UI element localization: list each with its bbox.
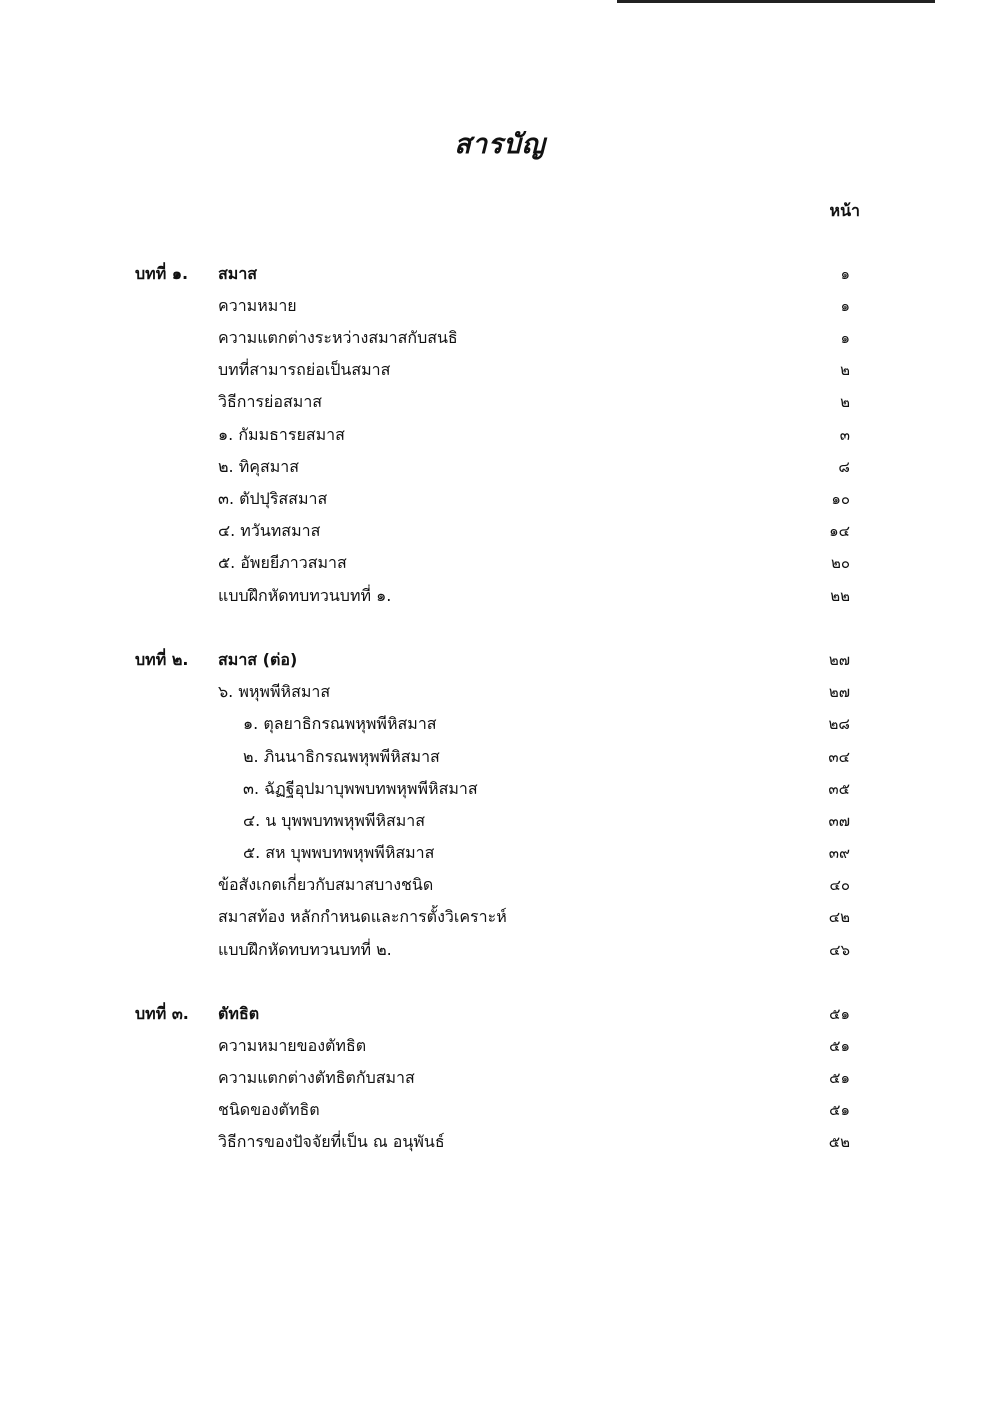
toc-entry bbox=[0, 1066, 1000, 1096]
entry-text: ๖. พหุพพีหิสมาส bbox=[218, 682, 331, 701]
toc-entry bbox=[0, 1034, 1000, 1064]
page-number: ๕๑ bbox=[829, 1101, 850, 1119]
toc-entry bbox=[0, 551, 1000, 581]
toc-entry bbox=[0, 809, 1000, 839]
entry-text: ความหมายของตัทธิต bbox=[218, 1036, 367, 1055]
chapter-title: สมาส bbox=[218, 264, 258, 283]
chapter-heading bbox=[0, 262, 1000, 292]
chapter-title: สมาส (ต่อ) bbox=[218, 650, 298, 669]
page-column-header: หน้า bbox=[829, 201, 860, 220]
page-number: ๕๑ bbox=[829, 1069, 850, 1087]
entry-text: ๕. สห บุพพบทพหุพพีหิสมาส bbox=[243, 843, 435, 862]
chapter-heading bbox=[0, 1002, 1000, 1032]
entry-text: แบบฝึกหัดทบทวนบทที่ ๑. bbox=[218, 586, 392, 605]
page-number: ๕๒ bbox=[828, 1133, 850, 1151]
toc-entry bbox=[0, 423, 1000, 453]
page-number: ๕๑ bbox=[829, 1005, 850, 1023]
chapter-label: บทที่ ๒. bbox=[135, 650, 189, 669]
page-number: ๑ bbox=[840, 329, 850, 347]
chapter-title: ตัทธิต bbox=[218, 1004, 260, 1023]
toc-entry bbox=[0, 326, 1000, 356]
chapter-label: บทที่ ๑. bbox=[135, 264, 189, 283]
page-number: ๓๕ bbox=[828, 780, 850, 798]
toc-entry bbox=[0, 841, 1000, 871]
toc-entry bbox=[0, 680, 1000, 710]
toc-entry bbox=[0, 745, 1000, 775]
toc-entry bbox=[0, 519, 1000, 549]
entry-text: สมาสท้อง หลักกำหนดและการตั้งวิเคราะห์ bbox=[218, 907, 507, 926]
entry-text: ความแตกต่างระหว่างสมาสกับสนธิ bbox=[218, 328, 458, 347]
page-number: ๑๐ bbox=[831, 490, 850, 508]
page-number: ๔๒ bbox=[828, 908, 850, 926]
page-number: ๒๗ bbox=[828, 683, 850, 701]
toc-entry bbox=[0, 712, 1000, 742]
page-number: ๕๑ bbox=[829, 1037, 850, 1055]
page-number: ๒๒ bbox=[830, 587, 850, 605]
entry-text: ๒. ภินนาธิกรณพหุพพีหิสมาส bbox=[243, 747, 440, 766]
top-border-line bbox=[617, 0, 935, 3]
toc-entry bbox=[0, 487, 1000, 517]
page-number: ๓๔ bbox=[828, 748, 850, 766]
toc-entry bbox=[0, 584, 1000, 614]
chapter-heading bbox=[0, 648, 1000, 678]
toc-entry bbox=[0, 938, 1000, 968]
entry-text: ชนิดของตัทธิต bbox=[218, 1100, 320, 1119]
page-number: ๒๘ bbox=[828, 715, 850, 733]
toc-entry bbox=[0, 777, 1000, 807]
entry-text: แบบฝึกหัดทบทวนบทที่ ๒. bbox=[218, 940, 392, 959]
page-number: ๒๗ bbox=[828, 651, 850, 669]
entry-text: ๒. ทิคุสมาส bbox=[218, 457, 300, 476]
entry-text: วิธีการของปัจจัยที่เป็น ณ อนุพันธ์ bbox=[218, 1132, 445, 1151]
page-number: ๒ bbox=[840, 393, 850, 411]
toc-entry bbox=[0, 294, 1000, 324]
page-number: ๒๐ bbox=[830, 554, 850, 572]
toc-entry bbox=[0, 1130, 1000, 1160]
page-number: ๓ bbox=[839, 426, 850, 444]
chapter-label: บทที่ ๓. bbox=[135, 1004, 189, 1023]
page-number: ๔๐ bbox=[829, 876, 850, 894]
entry-text: วิธีการย่อสมาส bbox=[218, 392, 323, 411]
toc-entry bbox=[0, 390, 1000, 420]
page-number: ๑๔ bbox=[829, 522, 850, 540]
entry-text: ๕. อัพยยีภาวสมาส bbox=[218, 553, 347, 572]
page-number: ๘ bbox=[838, 458, 850, 476]
entry-text: ความหมาย bbox=[218, 296, 297, 315]
page-number: ๓๗ bbox=[828, 812, 850, 830]
toc-entry bbox=[0, 905, 1000, 935]
entry-text: ๓. ฉัฏฐีอุปมาบุพพบทพหุพพีหิสมาส bbox=[243, 779, 478, 798]
page-number: ๓๙ bbox=[828, 844, 850, 862]
entry-text: ๑. กัมมธารยสมาส bbox=[218, 425, 345, 444]
toc-entry bbox=[0, 873, 1000, 903]
entry-text: บทที่สามารถย่อเป็นสมาส bbox=[218, 360, 391, 379]
entry-text: ๔. น บุพพบทพหุพพีหิสมาส bbox=[243, 811, 426, 830]
page-number: ๑ bbox=[840, 265, 850, 283]
entry-text: ความแตกต่างตัทธิตกับสมาส bbox=[218, 1068, 415, 1087]
entry-text: ข้อสังเกตเกี่ยวกับสมาสบางชนิด bbox=[218, 875, 434, 894]
entry-text: ๔. ทวันทสมาส bbox=[218, 521, 321, 540]
entry-text: ๓. ตัปปุริสสมาส bbox=[218, 489, 328, 508]
toc-entry bbox=[0, 358, 1000, 388]
toc-entry bbox=[0, 455, 1000, 485]
page-number: ๔๖ bbox=[829, 941, 850, 959]
toc-entry bbox=[0, 1098, 1000, 1128]
page-title: สารบัญ bbox=[454, 129, 546, 160]
page-number: ๑ bbox=[840, 297, 850, 315]
entry-text: ๑. ตุลยาธิกรณพหุพพีหิสมาส bbox=[243, 714, 437, 733]
page-number: ๒ bbox=[840, 361, 850, 379]
